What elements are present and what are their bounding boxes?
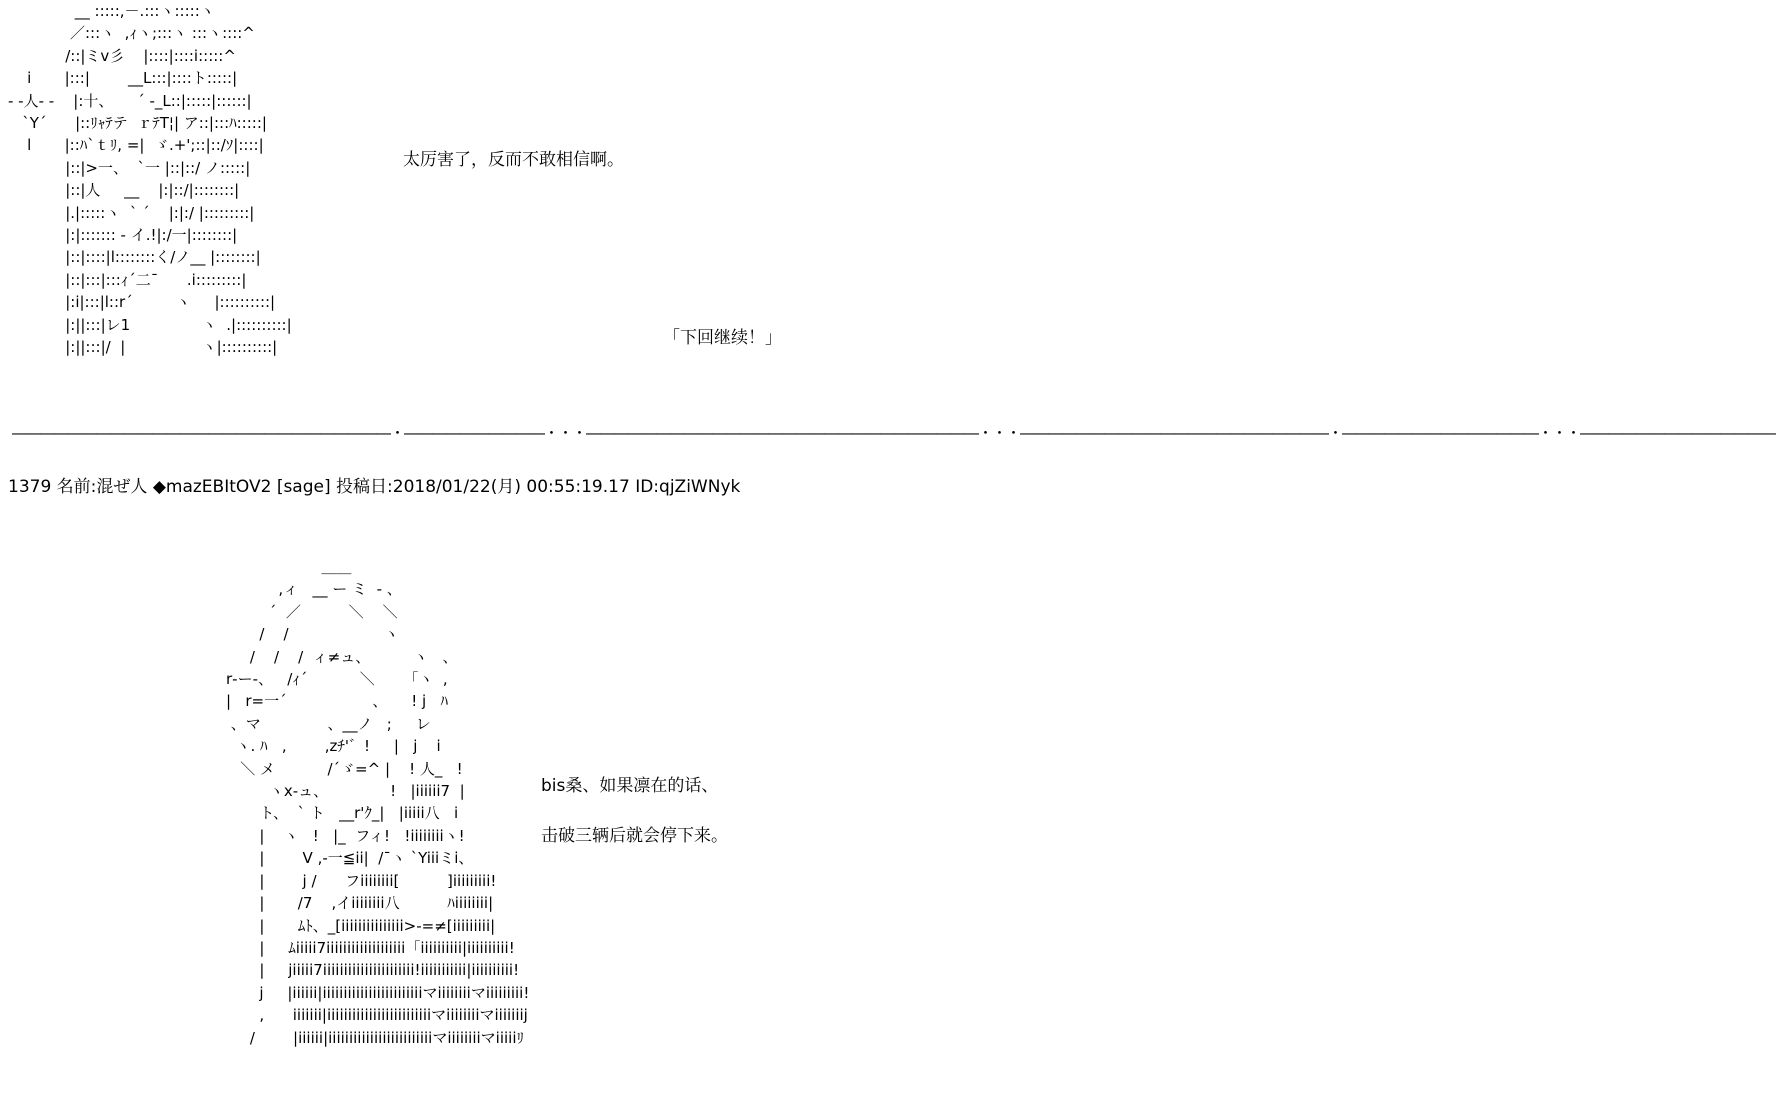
mail-field: [sage] — [276, 477, 331, 497]
name-label: 名前: — [56, 477, 97, 497]
post-number[interactable]: 1379 — [8, 477, 52, 497]
post-header — [8, 477, 740, 497]
dialog-line-3: bis桑、如果凛在的话、 — [541, 776, 719, 796]
poster-name: 混ぜ人 — [96, 477, 148, 497]
dialog-line-2: 「下回继续！」 — [663, 328, 782, 348]
post-date: 2018/01/22(月) 00:55:19.17 — [392, 477, 630, 497]
poster-id[interactable]: ID:qjZiWNyk — [635, 477, 741, 497]
dialog-line-4: 击破三辆后就会停下来。 — [541, 826, 728, 846]
tripcode: ◆mazEBItOV2 — [152, 477, 272, 497]
ascii-art-top: __ :::::,－.:::ヽ:::::ヽ ／:::ヽ ,ｨヽ;:::ヽ :::ヽ::::^ /::|ミv彡 |::::|::::i:::::^ i |:::| __L:::|::::ト:::::| - -人- - |:十、 ´ ‐_L::|:::::|::::::| `Y´ |::ﾘｬﾃテ ｒﾃT¦| ア::|:::ﾊ:::::| l |::ﾊ`ｔﾘ, =| ゞ.+';::|::/ｿ|::::| |::|>一、 `一 |::|::/ ノ:::::| |::|人 __ |:|::/|::::::::| |.|:::::ヽ ` ´ |:|:/ |:::::::::| |:|::::::: ‐ イ.!|:/一|::::::::| |::|::::|l::::::::く/ノ__ |::::::::| |::|:::|:::ｨ´二¯ .i:::::::::| |:i|:::|l::r´ ヽ |::::::::::| |:||:::|レ1 ヽ .|::::::::::| |:||:::|/ | ヽ|::::::::::| — [8, 2, 292, 357]
dialog-line-1: 太厉害了，反而不敢相信啊。 — [403, 150, 624, 170]
ascii-art-bottom: ＿＿ ,ィ __ ー ミ ‐ 、 ´ ／ ＼ ＼ / / ヽ / / / ィ≠ュ、 ヽ 、 r‐ー-、 /ｨ´ ＼ 「ヽ , | r=一´ 、 ! j ﾊ 、マ 、__ノ ; レ ヽ. ﾊ , ,zﾁ'゛! | j i ＼ メ /´ゞ=^ | ! 人_ ! ヽx-ュ、 ! |iiiiii7 | ト、 ` ト __r'ｸ_| |iiiii八 i | ヽ ! |_ フィ! !iiiiiiiiヽ! | V ,‐一≦ii| /¯ヽ `Yiiiミi、 | j / フiiiiiiii[ ]iiiiiiiii! | /7 ,イiiiiiiii八 ﾊiiiiiiii| | ﾑﾄ、_[iiiiiiiiiiiiiii>‐=≠[iiiiiiiii| | ﾑiiiii7iiiiiiiiiiiiiiiiiii「iiiiiiiiii|iiiiiiiiii! | jiiiii7iiiiiiiiiiiiiiiiiiiiii!iiiiiiiiiii|iiiiiiiiii! j |iiiiii|iiiiiiiiiiiiiiiiiiiiiiiiマiiiiiiiiマiiiiiiiii! , iiiiiii|iiiiiiiiiiiiiiiiiiiiiiiiiマiiiiiiiiマiiiiiiij / |iiiiii|iiiiiiiiiiiiiiiiiiiiiiiiiマiiiiiiiiマiiiiiﾘ — [225, 558, 530, 1047]
date-label: 投稿日: — [336, 477, 393, 497]
post-divider: ―――――――――――――――――――――――――――・――――――――――・・・――――――――――――――――――――――――――――・・・――――――――――――――――――――――・――――――――――――――・・・―――――――――――――― — [12, 424, 1776, 442]
